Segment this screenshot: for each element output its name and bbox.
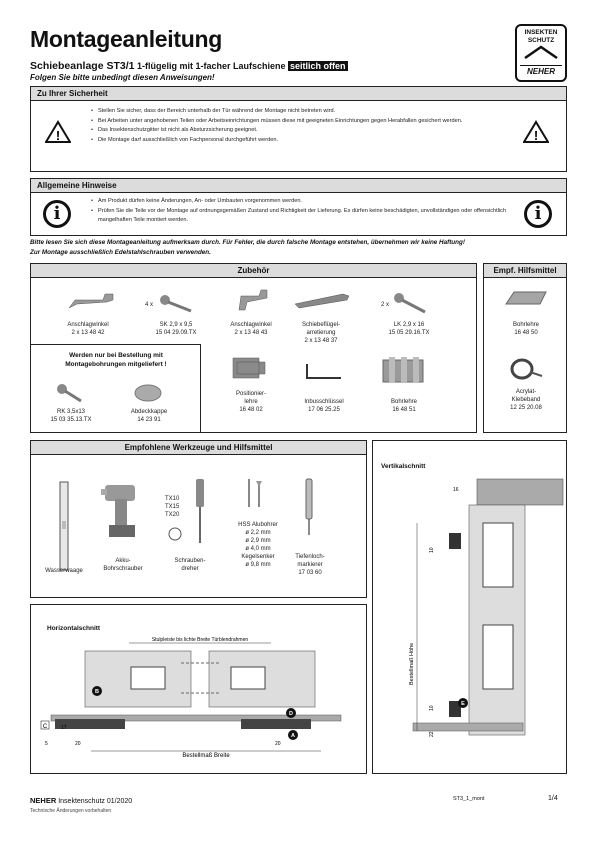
logo-roof-icon [523, 45, 559, 59]
safety-heading: Zu Ihrer Sicherheit [31, 87, 566, 101]
aids-heading: Empf. Hilfsmittel [484, 264, 566, 278]
order-only-box [31, 344, 201, 433]
aid-item-name: Acrylat- Klebeband [511, 389, 541, 403]
page-number: 1/4 [548, 795, 558, 802]
marker-c: C [42, 724, 48, 730]
aid-item-code: 16 48 50 [514, 330, 538, 336]
general-item: • Am Produkt dürfen keine Änderungen, An- oder Umbauten vorgenommen werden. [91, 197, 511, 207]
acc-item-qty: 2 x [381, 302, 390, 308]
safety-item: • Die Montage darf ausschließlich von Fachpersonal durchgeführt werden. [91, 136, 501, 146]
accessories-heading: Zubehör [31, 264, 476, 278]
aid-item-code: 12 25 20.08 [510, 405, 542, 411]
order-item-name: Abdeckkappe [130, 409, 168, 415]
acc-item-name: Schiebeflügel- arretierung [301, 322, 341, 336]
acc-item-qty: 4 x [145, 302, 154, 308]
accessories-box [30, 263, 477, 433]
positioning-gauge-icon [229, 352, 269, 382]
horizontal-section-box [30, 604, 367, 774]
steel-screws-notice: Zur Montage ausschließlich Edelstahlschrauben verwenden. [30, 249, 211, 256]
liability-notice: Bitte lesen Sie sich diese Montageanleitung aufmerksam durch. Für Fehler, die durch falsche Montage entstehen, übernehmen wir keine Haftung! [30, 239, 465, 246]
acc-item-code: 15 04 29.09.TX [155, 330, 197, 336]
footer-note: Technische Änderungen vorbehalten [30, 808, 112, 814]
angle-bracket-icon [235, 288, 271, 314]
safety-box [30, 86, 567, 172]
logo-line2: SCHUTZ [527, 37, 555, 44]
page-title: Montageanleitung [30, 26, 222, 52]
dim-20-left: 20 [75, 741, 81, 747]
extra-item-code: 16 48 02 [239, 407, 263, 413]
tool-name: Akku- Bohrschrauber [103, 558, 143, 572]
vertical-heading: Vertikalschnitt [381, 463, 426, 470]
screw-icon [393, 292, 429, 316]
tool-name: Wasserwaage [45, 568, 83, 574]
hex-key-icon [303, 360, 345, 382]
drill-template-icon [504, 288, 548, 310]
safety-item: • Stellen Sie sicher, dass der Bereich unterhalb der Tür während der Montage nicht betreten wird. [91, 107, 501, 117]
marker-d: D [289, 711, 293, 717]
marker-e: E [461, 701, 465, 707]
screw-icon [159, 294, 195, 314]
footer-edition: Insektenschutz 01/2020 [58, 798, 133, 805]
screwdriver-icon [191, 477, 209, 547]
general-heading: Allgemeine Hinweise [31, 179, 566, 193]
drill-bit-icon [239, 477, 269, 517]
safety-item: • Bei Arbeiten unter angehobenen Teilen oder Arbeitseinrichtungen müssen diese mit geeigneten Einrichtungen gegen Herabfallen gesichert werden. [91, 117, 501, 127]
general-item: • Prüfen Sie die Teile vor der Montage auf ordnungsgemäßen Zustand und Richtigkeit der Lieferung. Es dürfen keine beschädigten, unvollständigen oder offensichtlich mangelhaften Teile montiert werden. [91, 207, 511, 226]
logo-brand: NEHER [520, 65, 562, 76]
depth-marker-icon [303, 477, 315, 537]
sash-lock-icon [293, 290, 353, 312]
dim-16: 16 [453, 487, 459, 493]
adhesive-tape-icon [508, 358, 544, 380]
dim-bottom-label: Bestellmaß Breite [182, 753, 230, 759]
logo-line1: INSEKTEN [524, 29, 558, 36]
extra-item-name: Bohrlehre [390, 399, 417, 405]
acc-item-code: 15 05 29.16.TX [388, 330, 430, 336]
warning-icon-left [45, 120, 71, 144]
order-item-code: 14 23 91 [137, 417, 161, 423]
vertical-section-drawing [373, 475, 568, 773]
aid-item-name: Bohrlehre [512, 322, 539, 328]
extra-item-name: Inbusschlüssel [304, 399, 344, 405]
footer-brand-name: NEHER [30, 796, 57, 805]
extra-item-code: 16 48 51 [392, 407, 416, 413]
dim-height-label: Bestellmaß Höhe [409, 642, 415, 685]
vertical-section-box [372, 440, 567, 774]
footer-file-id: ST3_1_mont [453, 796, 485, 802]
drill-template-icon [381, 356, 427, 384]
tool-name: HSS Alubohrer ø 2,2 mm ø 2,9 mm ø 4,0 mm Kegelsenker ø 9,8 mm [238, 522, 278, 568]
safety-list [91, 107, 501, 145]
general-list [91, 197, 511, 226]
instruction-line: Folgen Sie bitte unbedingt diesen Anweisungen! [30, 73, 215, 82]
tools-box [30, 440, 367, 598]
dim-5: 5 [45, 741, 48, 747]
brand-logo [515, 24, 567, 82]
aids-box [483, 263, 567, 433]
horizontal-heading: Horizontalschnitt [47, 625, 101, 632]
tools-heading: Empfohlene Werkzeuge und Hilfsmittel [31, 441, 366, 455]
dim-10-top: 10 [429, 547, 435, 553]
dim-20-right: 20 [275, 741, 281, 747]
product-name: Schiebeanlage ST3/1 [30, 60, 135, 72]
order-item-code: 15 03 35.13.TX [50, 417, 92, 423]
footer-brand [30, 796, 132, 805]
tool-name: Schrauben- dreher [174, 558, 206, 572]
info-icon-left: i [43, 200, 71, 228]
dim-17: 17 [61, 725, 67, 731]
tool-sizes: TX10 TX15 TX20 [165, 496, 180, 518]
acc-item-code: 2 x 13 48 37 [304, 338, 338, 344]
order-item-name: RK 3,5x13 [56, 409, 86, 415]
info-icon-right: i [524, 200, 552, 228]
extra-item-code: 17 06 25.25 [308, 407, 340, 413]
marker-b: B [95, 689, 99, 695]
product-highlight: seitlich offen [290, 61, 346, 71]
svg-text:!: ! [55, 128, 61, 143]
acc-item-code: 2 x 13 48 43 [234, 330, 268, 336]
cordless-drill-icon [101, 481, 145, 541]
safety-item: • Das Insektenschutzgitter ist nicht als Absturzsicherung geeignet. [91, 126, 501, 136]
acc-item-name: SK 2,9 x 9,5 [159, 322, 193, 328]
dim-10-bottom: 10 [429, 705, 435, 711]
bit-icon [168, 527, 182, 541]
acc-item-name: Anschlagwinkel [67, 322, 109, 328]
dim-top-label: Stulpleiste bis lichte Breite Türblendrahmen [151, 637, 249, 643]
angle-bracket-icon [67, 290, 117, 312]
screw-icon [55, 383, 85, 405]
acc-item-name: Anschlagwinkel [230, 322, 272, 328]
spirit-level-icon [59, 481, 69, 571]
horizontal-section-drawing [31, 633, 368, 773]
order-note: Werden nur bei Bestellung mit Montagebohrungen mitgeliefert ! [65, 352, 167, 368]
marker-a: A [291, 733, 295, 739]
cover-cap-icon [133, 383, 163, 403]
svg-text:!: ! [533, 128, 539, 143]
extra-item-name: Positionier- lehre [235, 391, 266, 405]
general-box [30, 178, 567, 236]
warning-icon-right [523, 120, 549, 144]
acc-item-name: LK 2,9 x 16 [393, 322, 425, 328]
dim-22: 22 [429, 731, 435, 737]
tool-name: Tiefenloch- markierer 17 03 60 [295, 554, 325, 576]
acc-item-code: 2 x 13 48 42 [71, 330, 105, 336]
product-subtitle [30, 60, 348, 72]
product-variant: 1-flügelig mit 1-facher Laufschiene [136, 61, 286, 71]
